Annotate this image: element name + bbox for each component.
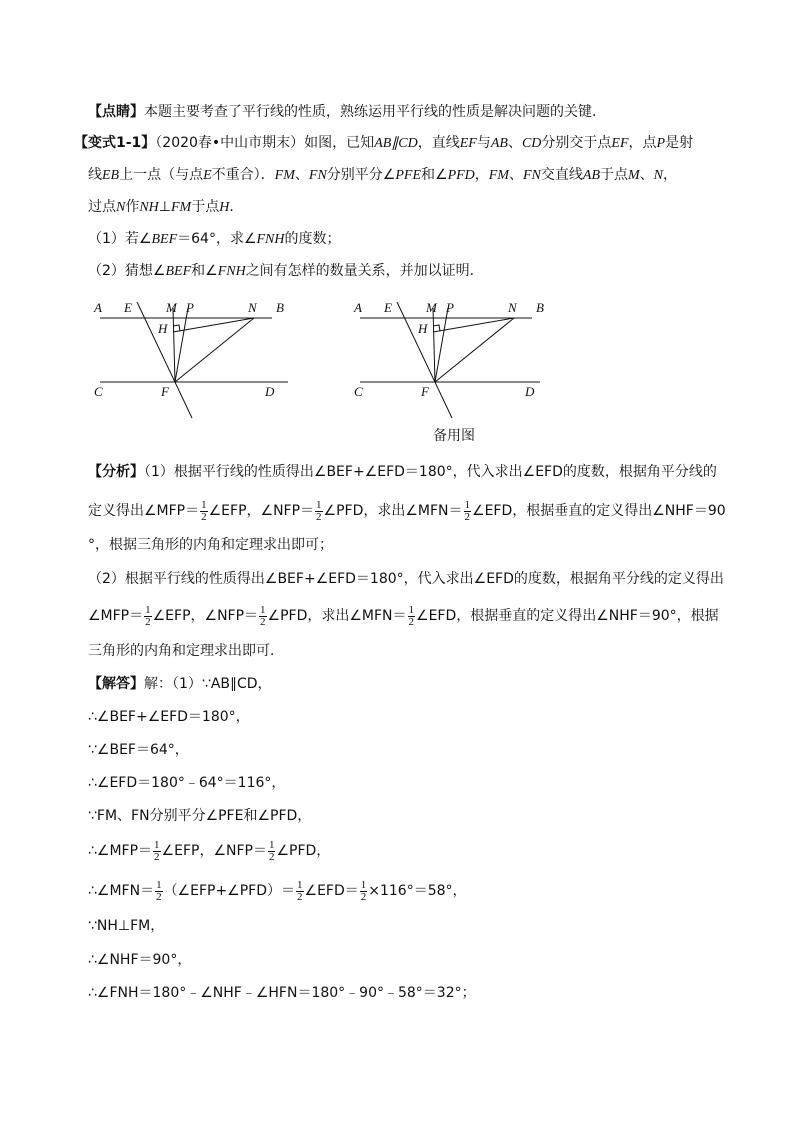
text: ∴∠MFP＝ bbox=[88, 843, 153, 859]
text: ，直线 bbox=[417, 135, 460, 151]
figure-1 bbox=[93, 300, 288, 418]
denominator: 2 bbox=[464, 510, 471, 523]
text: M bbox=[628, 168, 640, 183]
text: 解：（1）∵AB∥CD， bbox=[144, 676, 272, 692]
text: N bbox=[116, 200, 126, 215]
text: ∠EFP，∠NFP＝ bbox=[161, 843, 267, 859]
text: E bbox=[203, 168, 212, 183]
solution-line-8: ∵NH⊥FM， bbox=[88, 918, 165, 934]
solution-tag: 【解答】 bbox=[88, 676, 144, 692]
segment-fn bbox=[175, 318, 254, 382]
denominator: 2 bbox=[154, 850, 160, 863]
text: FNH bbox=[217, 264, 246, 279]
label-a: A bbox=[94, 300, 102, 315]
segment-fp bbox=[175, 308, 188, 382]
text: 和∠ bbox=[191, 263, 218, 279]
numerator: 1 bbox=[156, 878, 162, 891]
fraction-half bbox=[259, 605, 267, 628]
text: EF bbox=[611, 136, 629, 151]
analysis-tag: 【分析】 bbox=[88, 464, 144, 480]
label-p: P bbox=[186, 300, 194, 315]
text: N bbox=[653, 168, 664, 183]
text: FNH bbox=[256, 232, 285, 247]
text: PFD bbox=[447, 168, 475, 183]
fraction-half bbox=[296, 880, 304, 903]
label-a: A bbox=[354, 300, 362, 315]
numerator: 1 bbox=[297, 878, 303, 891]
text: ＝64°，求∠ bbox=[177, 231, 257, 247]
dianjing-tag: 【点睛】 bbox=[88, 104, 144, 120]
figure-caption: 备用图 bbox=[433, 428, 475, 444]
label-e: E bbox=[384, 300, 392, 315]
analysis-line-1 bbox=[88, 462, 717, 482]
text: 定义得出∠MFP＝ bbox=[88, 503, 200, 519]
fraction-half bbox=[464, 500, 472, 523]
text: ∠EFP，∠NFP＝ bbox=[208, 503, 315, 519]
denominator: 2 bbox=[201, 510, 207, 523]
text: 、 bbox=[509, 167, 523, 183]
text: FM bbox=[274, 168, 295, 183]
solution-line-3: ∵∠BEF＝64°， bbox=[88, 742, 189, 758]
numerator: 1 bbox=[201, 498, 207, 511]
text: H bbox=[219, 200, 230, 215]
label-n: N bbox=[508, 300, 517, 315]
text: 分别交于点 bbox=[541, 135, 612, 151]
text: P bbox=[656, 136, 666, 151]
denominator: 2 bbox=[408, 615, 415, 628]
text: BEF bbox=[151, 232, 178, 247]
analysis-line-4: （2）根据平行线的性质得出∠BEF+∠EFD＝180°，代入求出∠EFD的度数，根据角平分线的定义得出 bbox=[88, 571, 724, 587]
text: EB bbox=[102, 168, 120, 183]
denominator: 2 bbox=[316, 510, 322, 523]
label-m: M bbox=[426, 300, 437, 315]
text: ∠EFD，根据垂直的定义得出∠NHF＝90°，根据 bbox=[416, 608, 719, 624]
analysis-line-3: °，根据三角形的内角和定理求出即可； bbox=[88, 537, 333, 553]
text: ×116°＝58°， bbox=[368, 883, 467, 899]
question-2 bbox=[88, 261, 484, 282]
text: 、 bbox=[294, 167, 309, 183]
line-ef bbox=[397, 302, 452, 418]
denominator: 2 bbox=[297, 890, 303, 903]
text: AB∥CD bbox=[374, 136, 418, 151]
question-1 bbox=[88, 229, 341, 250]
text: FN bbox=[523, 168, 541, 183]
text: 交直线 bbox=[540, 167, 583, 183]
text: FM bbox=[171, 200, 192, 215]
text: 的度数； bbox=[284, 231, 341, 247]
text: ∠PFD，求出∠MFN＝ bbox=[267, 608, 407, 624]
solution-line-4: ∴∠EFD＝180°﹣64°＝116°， bbox=[88, 775, 286, 791]
fraction-half bbox=[360, 880, 368, 903]
text: （1）若∠ bbox=[88, 231, 152, 247]
text: ⊥ bbox=[158, 199, 171, 215]
solution-line-6 bbox=[88, 838, 330, 864]
text: （1）根据平行线的性质得出∠BEF+∠EFD＝180°，代入求出∠EFD的度数，根据角平分线的 bbox=[144, 464, 717, 480]
text: FM bbox=[488, 168, 509, 183]
numerator: 1 bbox=[408, 603, 415, 616]
text: ，点 bbox=[628, 135, 657, 151]
text: NH bbox=[139, 200, 159, 215]
text: ∴∠MFN＝ bbox=[88, 883, 155, 899]
label-e: E bbox=[124, 300, 132, 315]
denominator: 2 bbox=[268, 850, 275, 863]
text: ∠EFD，根据垂直的定义得出∠NHF＝90 bbox=[472, 503, 726, 519]
text: 于点 bbox=[600, 167, 628, 183]
fraction-half bbox=[268, 840, 276, 863]
fraction-half bbox=[153, 840, 161, 863]
dianjing-line bbox=[88, 102, 606, 122]
text: ∠EFD＝ bbox=[304, 883, 359, 899]
numerator: 1 bbox=[360, 878, 367, 891]
fraction-half bbox=[200, 500, 208, 523]
label-m: M bbox=[166, 300, 177, 315]
denominator: 2 bbox=[156, 890, 162, 903]
solution-line-10: ∴∠FNH＝180°﹣∠NHF﹣∠HFN＝180°﹣90°﹣58°＝32°； bbox=[88, 985, 476, 1001]
solution-line-5: ∵FM、FN分别平分∠PFE和∠PFD， bbox=[88, 808, 312, 824]
denominator: 2 bbox=[360, 890, 367, 903]
text: 上一点（与点 bbox=[119, 167, 204, 183]
numerator: 1 bbox=[316, 498, 322, 511]
segment-fp bbox=[435, 308, 448, 382]
label-p: P bbox=[446, 300, 454, 315]
problem-tag: 【变式1-1】 bbox=[74, 135, 156, 151]
denominator: 2 bbox=[145, 615, 151, 628]
text: （2020春•中山市期末）如图，已知 bbox=[155, 135, 375, 151]
text: 和∠ bbox=[421, 167, 448, 183]
geometry-figures bbox=[0, 290, 794, 420]
text: PFE bbox=[395, 168, 421, 183]
fraction-half bbox=[408, 605, 416, 628]
text: 过点 bbox=[88, 199, 116, 215]
figure-2 bbox=[353, 300, 544, 418]
analysis-line-5 bbox=[88, 603, 719, 629]
fraction-half bbox=[315, 500, 323, 523]
label-n: N bbox=[248, 300, 257, 315]
numerator: 1 bbox=[464, 498, 471, 511]
text: ． bbox=[229, 199, 244, 215]
label-f: F bbox=[421, 384, 429, 399]
problem-line-2 bbox=[88, 165, 677, 186]
label-d: D bbox=[265, 384, 275, 399]
solution-line-2: ∴∠BEF+∠EFD＝180°， bbox=[88, 709, 250, 725]
text: ∠EFP，∠NFP＝ bbox=[152, 608, 259, 624]
text: ， bbox=[474, 167, 489, 183]
text: CD bbox=[521, 136, 542, 151]
numerator: 1 bbox=[268, 838, 275, 851]
text: 线 bbox=[88, 167, 102, 183]
text: ∠PFD，求出∠MFN＝ bbox=[323, 503, 463, 519]
solution-line-1 bbox=[88, 674, 272, 694]
text: 与 bbox=[476, 135, 491, 151]
text: BEF bbox=[165, 264, 192, 279]
numerator: 1 bbox=[154, 838, 160, 851]
numerator: 1 bbox=[145, 603, 151, 616]
analysis-line-6: 三角形的内角和定理求出即可． bbox=[88, 643, 284, 659]
text: 作 bbox=[125, 199, 140, 215]
text: EF bbox=[459, 136, 477, 151]
text: AB bbox=[490, 136, 508, 151]
problem-line-3 bbox=[88, 197, 243, 218]
fraction-half bbox=[155, 880, 163, 903]
solution-line-9: ∴∠NHF＝90°， bbox=[88, 952, 192, 968]
label-h: H bbox=[418, 321, 428, 336]
text: 是射 bbox=[665, 135, 694, 151]
text: ， bbox=[663, 167, 678, 183]
numerator: 1 bbox=[260, 603, 266, 616]
label-b: B bbox=[536, 300, 544, 315]
label-f: F bbox=[161, 384, 169, 399]
denominator: 2 bbox=[260, 615, 266, 628]
text: AB bbox=[582, 168, 600, 183]
analysis-line-2 bbox=[88, 498, 726, 524]
text: （2）猜想∠ bbox=[88, 263, 166, 279]
segment-fm bbox=[173, 308, 175, 382]
problem-line-1 bbox=[74, 133, 693, 154]
segment-fm bbox=[433, 308, 435, 382]
label-h: H bbox=[158, 321, 168, 336]
text: （∠EFP+∠PFD）＝ bbox=[163, 883, 296, 899]
text: FN bbox=[308, 168, 327, 183]
line-ef bbox=[137, 302, 192, 418]
text: 不重合）． bbox=[211, 167, 275, 183]
label-c: C bbox=[94, 384, 103, 399]
text: 分别平分∠ bbox=[326, 167, 396, 183]
label-b: B bbox=[276, 300, 284, 315]
text: 之间有怎样的数量关系，并加以证明． bbox=[245, 263, 484, 279]
text: 、 bbox=[639, 167, 654, 183]
fraction-half bbox=[144, 605, 152, 628]
text: ∠MFP＝ bbox=[88, 608, 144, 624]
text: 于点 bbox=[191, 199, 220, 215]
text: 、 bbox=[507, 135, 522, 151]
dianjing-text: 本题主要考查了平行线的性质，熟练运用平行线的性质是解决问题的关键． bbox=[144, 104, 606, 120]
label-d: D bbox=[525, 384, 535, 399]
text: ∠PFD， bbox=[276, 843, 331, 859]
segment-fn bbox=[435, 318, 514, 382]
solution-line-7 bbox=[88, 878, 467, 904]
label-c: C bbox=[354, 384, 363, 399]
